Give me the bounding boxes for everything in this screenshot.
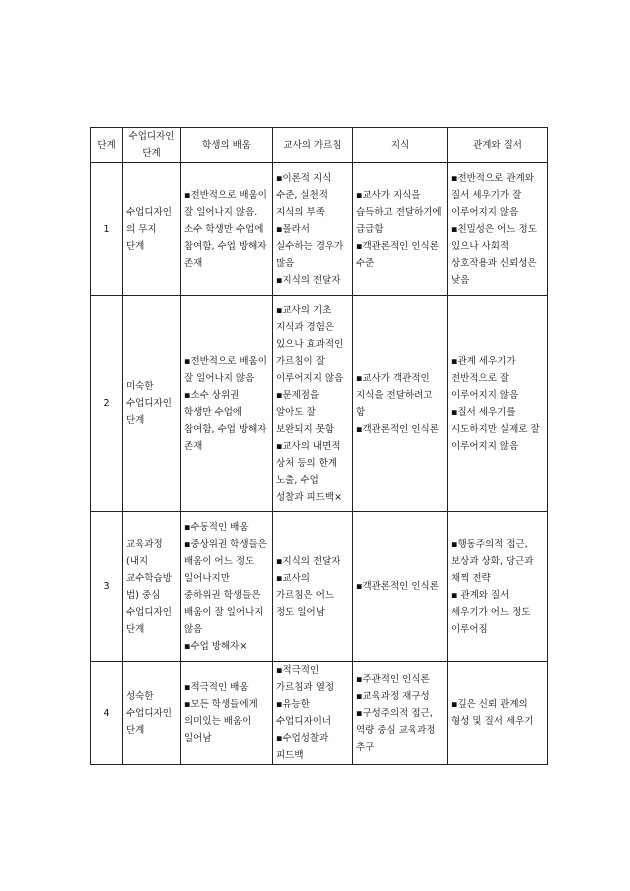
knowledge-cell: [353, 662, 448, 765]
relation-item: ▪관계 세우기가 전반적으로 잘 이루어지지 않음: [451, 355, 519, 401]
knowledge-item: ▪주관적인 인식론: [356, 673, 430, 685]
relation-cell: [448, 163, 548, 296]
teaching-cell: [273, 512, 353, 662]
header-knowledge: 지식: [353, 128, 448, 163]
knowledge-item: ▪객관론적인 인식론: [356, 423, 439, 435]
teaching-cell: [273, 662, 353, 765]
learning-item: ▪전반적으로 배움이 잘 일어나지 않음: [184, 355, 267, 384]
table-row: [91, 512, 548, 662]
table-row: [91, 163, 548, 296]
knowledge-item: ▪교사가 지식을 습득하고 전달하기에 급급함: [356, 189, 442, 235]
learning-item: ▪적극적인 배움: [184, 682, 249, 693]
row-number: 2: [91, 296, 123, 512]
teaching-item: ▪교사의 내면적 상처 등의 한계 노출, 수업 성찰과 피드백×: [276, 440, 343, 503]
teaching-item: ▪교사의 가르침은 어느 정도 일어남: [276, 572, 335, 618]
row-number: 4: [91, 662, 123, 765]
knowledge-item: ▪객관론적인 인식론: [356, 581, 439, 592]
learning-cell: [181, 662, 273, 765]
stage-name: 성숙한 수업디자인 단계: [123, 662, 181, 765]
learning-item: ▪수업 방해자×: [184, 640, 248, 652]
header-learning: 학생의 배움: [181, 128, 273, 163]
learning-item: ▪중상위권 학생들은 배움이 어느 정도 일어나지만 중하위권 학생들은 배움이 잘 일어나지 않음: [184, 538, 267, 635]
stage-name: 수업디자인의 무지 단계: [123, 163, 181, 296]
learning-cell: [181, 163, 273, 296]
teaching-item: ▪몰라서 실수하는 경우가 많음: [276, 223, 344, 269]
knowledge-item: ▪구성주의적 접근, 역량 중심 교육과정 추구: [356, 707, 436, 753]
relation-item: ▪질서 세우기를 시도하지만 실제로 잘 이루어지지 않음: [451, 406, 540, 452]
teaching-item: ▪지식의 전달자: [276, 555, 341, 567]
knowledge-item: ▪교육과정 재구성: [356, 690, 430, 702]
stage-name: 미숙한 수업디자인 단계: [123, 296, 181, 512]
header-design-stage: 수업디자인 단계: [123, 128, 181, 163]
teaching-item: ▪문제점을 알아도 잘 보완되지 못함: [276, 389, 335, 435]
table-row: [91, 296, 548, 512]
learning-item: ▪모든 학생들에게 의미있는 배움이 일어남: [184, 699, 258, 744]
relation-item: ▪친밀성은 어느 정도 있으나 사회적 상호작용과 신뢰성은 낮음: [451, 223, 537, 286]
learning-cell: [181, 296, 273, 512]
relation-item: ▪전반적으로 관계와 질서 세우기가 잘 이루어지지 않음: [451, 172, 534, 218]
row-number: 3: [91, 512, 123, 662]
stage-table: [90, 127, 548, 765]
header-relation: 관계와 질서: [448, 128, 548, 163]
relation-item: ▪깊은 신뢰 관계의 형성 및 질서 세우기: [451, 699, 534, 727]
knowledge-item: ▪객관론적인 인식론 수준: [356, 240, 439, 269]
knowledge-cell: [353, 512, 448, 662]
relation-item: ▪ 관계와 질서 세우기가 어느 정도 이루어짐: [451, 589, 531, 635]
relation-cell: [448, 662, 548, 765]
knowledge-item: ▪교사가 객관적인 지식을 전달하려고 함: [356, 372, 433, 418]
teaching-item: ▪수업성찰과 피드백: [276, 733, 329, 761]
learning-cell: [181, 512, 273, 662]
teaching-item: ▪교사의 기초 지식과 경험은 있으나 효과적인 가르침이 잘 이루어지지 않음: [276, 304, 344, 384]
learning-item: ▪전반적으로 배움이 잘 일어나지 않음. 소수 학생만 수업에 참여함, 수업 방해자 존재: [184, 189, 267, 269]
knowledge-cell: [353, 163, 448, 296]
learning-item: ▪수동적인 배움: [184, 521, 249, 533]
header-row: [91, 128, 548, 163]
teaching-item: ▪지식의 전달자: [276, 274, 341, 286]
relation-cell: [448, 512, 548, 662]
relation-cell: [448, 296, 548, 512]
learning-item: ▪소수 상위권 학생만 수업에 참여함, 수업 방해자 존재: [184, 389, 267, 452]
row-number: 1: [91, 163, 123, 296]
teaching-item: ▪이론적 지식 수준, 실천적 지식의 부족: [276, 172, 332, 218]
teaching-item: ▪유능한 수업디자이너: [276, 699, 332, 727]
teaching-cell: [273, 296, 353, 512]
knowledge-cell: [353, 296, 448, 512]
teaching-cell: [273, 163, 353, 296]
header-stage-no: 단계: [91, 128, 123, 163]
relation-item: ▪행동주의적 접근, 보상과 상화, 당근과 채찍 전략: [451, 538, 534, 584]
table-row: [91, 662, 548, 765]
header-teaching: 교사의 가르침: [273, 128, 353, 163]
stage-name: 교육과정(내지 교수학습방법) 중심 수업디자인 단계: [123, 512, 181, 662]
teaching-item: ▪적극적인 가르침과 열정: [276, 665, 335, 693]
